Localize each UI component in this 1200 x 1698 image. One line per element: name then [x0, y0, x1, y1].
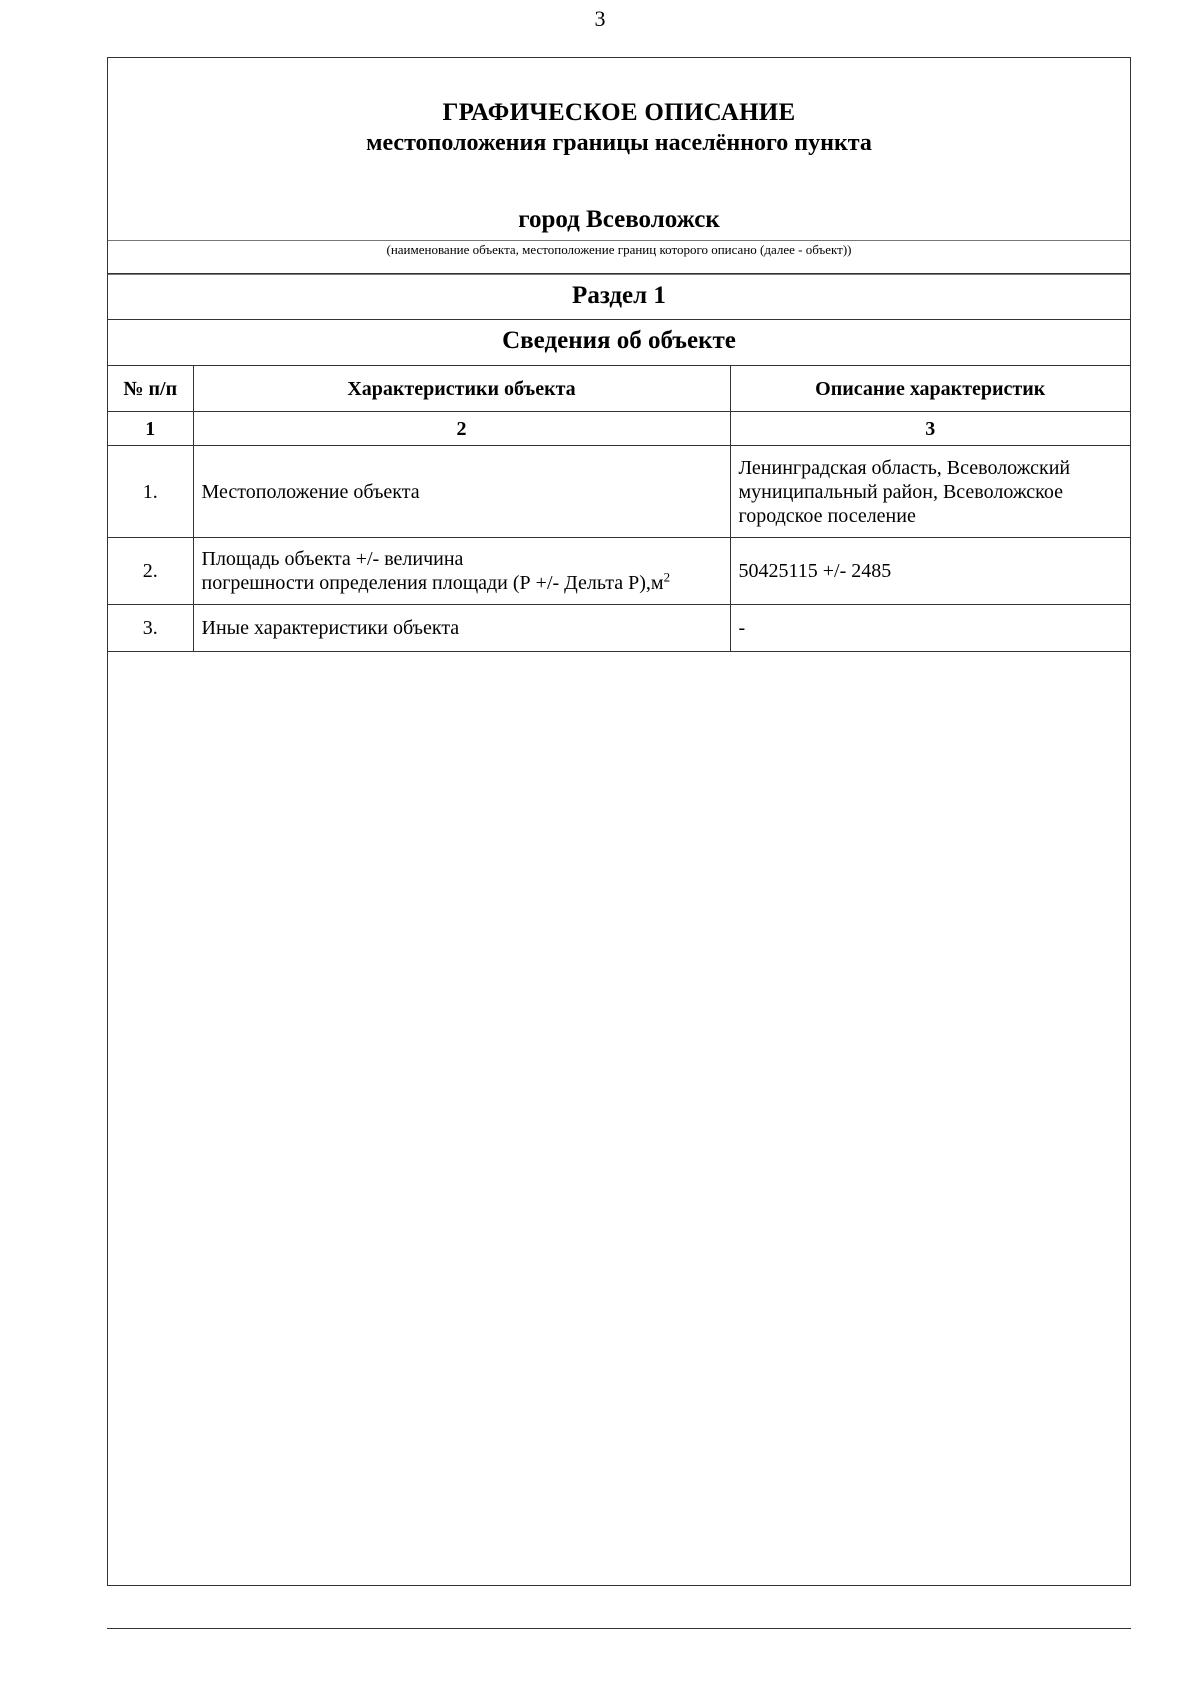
- row-characteristic: Местоположение объекта: [193, 446, 730, 538]
- column-number: 1: [108, 412, 193, 446]
- section-label: Раздел 1: [572, 282, 666, 309]
- table-row: [108, 538, 1130, 605]
- header-description: Описание характеристик: [730, 366, 1130, 412]
- header-num: № п/п: [108, 366, 193, 412]
- row-description: -: [730, 605, 1130, 652]
- column-number-row: [108, 412, 1130, 446]
- object-name-underline: [108, 240, 1130, 241]
- row-num: 3.: [108, 605, 193, 652]
- object-info-table: [108, 365, 1130, 652]
- section-divider: [108, 319, 1130, 320]
- row-description: 50425115 +/- 2485: [730, 538, 1130, 605]
- table-row: [108, 605, 1130, 652]
- column-number: 3: [730, 412, 1130, 446]
- section-top-border: [108, 273, 1130, 274]
- title-block: [108, 98, 1130, 158]
- caption-divider: [108, 274, 1130, 275]
- row-num: 2.: [108, 538, 193, 605]
- row-characteristic-line1: Площадь объекта +/- величина: [201, 548, 464, 570]
- object-name: город Всеволожск: [518, 206, 720, 233]
- square-superscript: 2: [663, 569, 671, 585]
- page-number: 3: [594, 6, 606, 31]
- object-caption: (наименование объекта, местоположение границ которого описано (далее - объект)): [386, 242, 852, 257]
- table-header-row: [108, 366, 1130, 412]
- section-title: Сведения об объекте: [502, 327, 736, 354]
- document-frame: [107, 57, 1131, 1586]
- table-row: [108, 446, 1130, 538]
- column-number: 2: [193, 412, 730, 446]
- row-characteristic: [193, 538, 730, 605]
- document-subtitle: местоположения границы населённого пункта: [366, 130, 872, 156]
- bottom-line: [107, 1628, 1131, 1629]
- row-characteristic-line2: погрешности определения площади (Р +/- Дельта Р),м: [201, 572, 664, 594]
- row-description: Ленинградская область, Всеволожский муниципальный район, Всеволожское городское поселение: [730, 446, 1130, 538]
- row-num: 1.: [108, 446, 193, 538]
- header-characteristic: Характеристики объекта: [193, 366, 730, 412]
- document-title: ГРАФИЧЕСКОЕ ОПИСАНИЕ: [442, 99, 796, 126]
- row-characteristic: Иные характеристики объекта: [193, 605, 730, 652]
